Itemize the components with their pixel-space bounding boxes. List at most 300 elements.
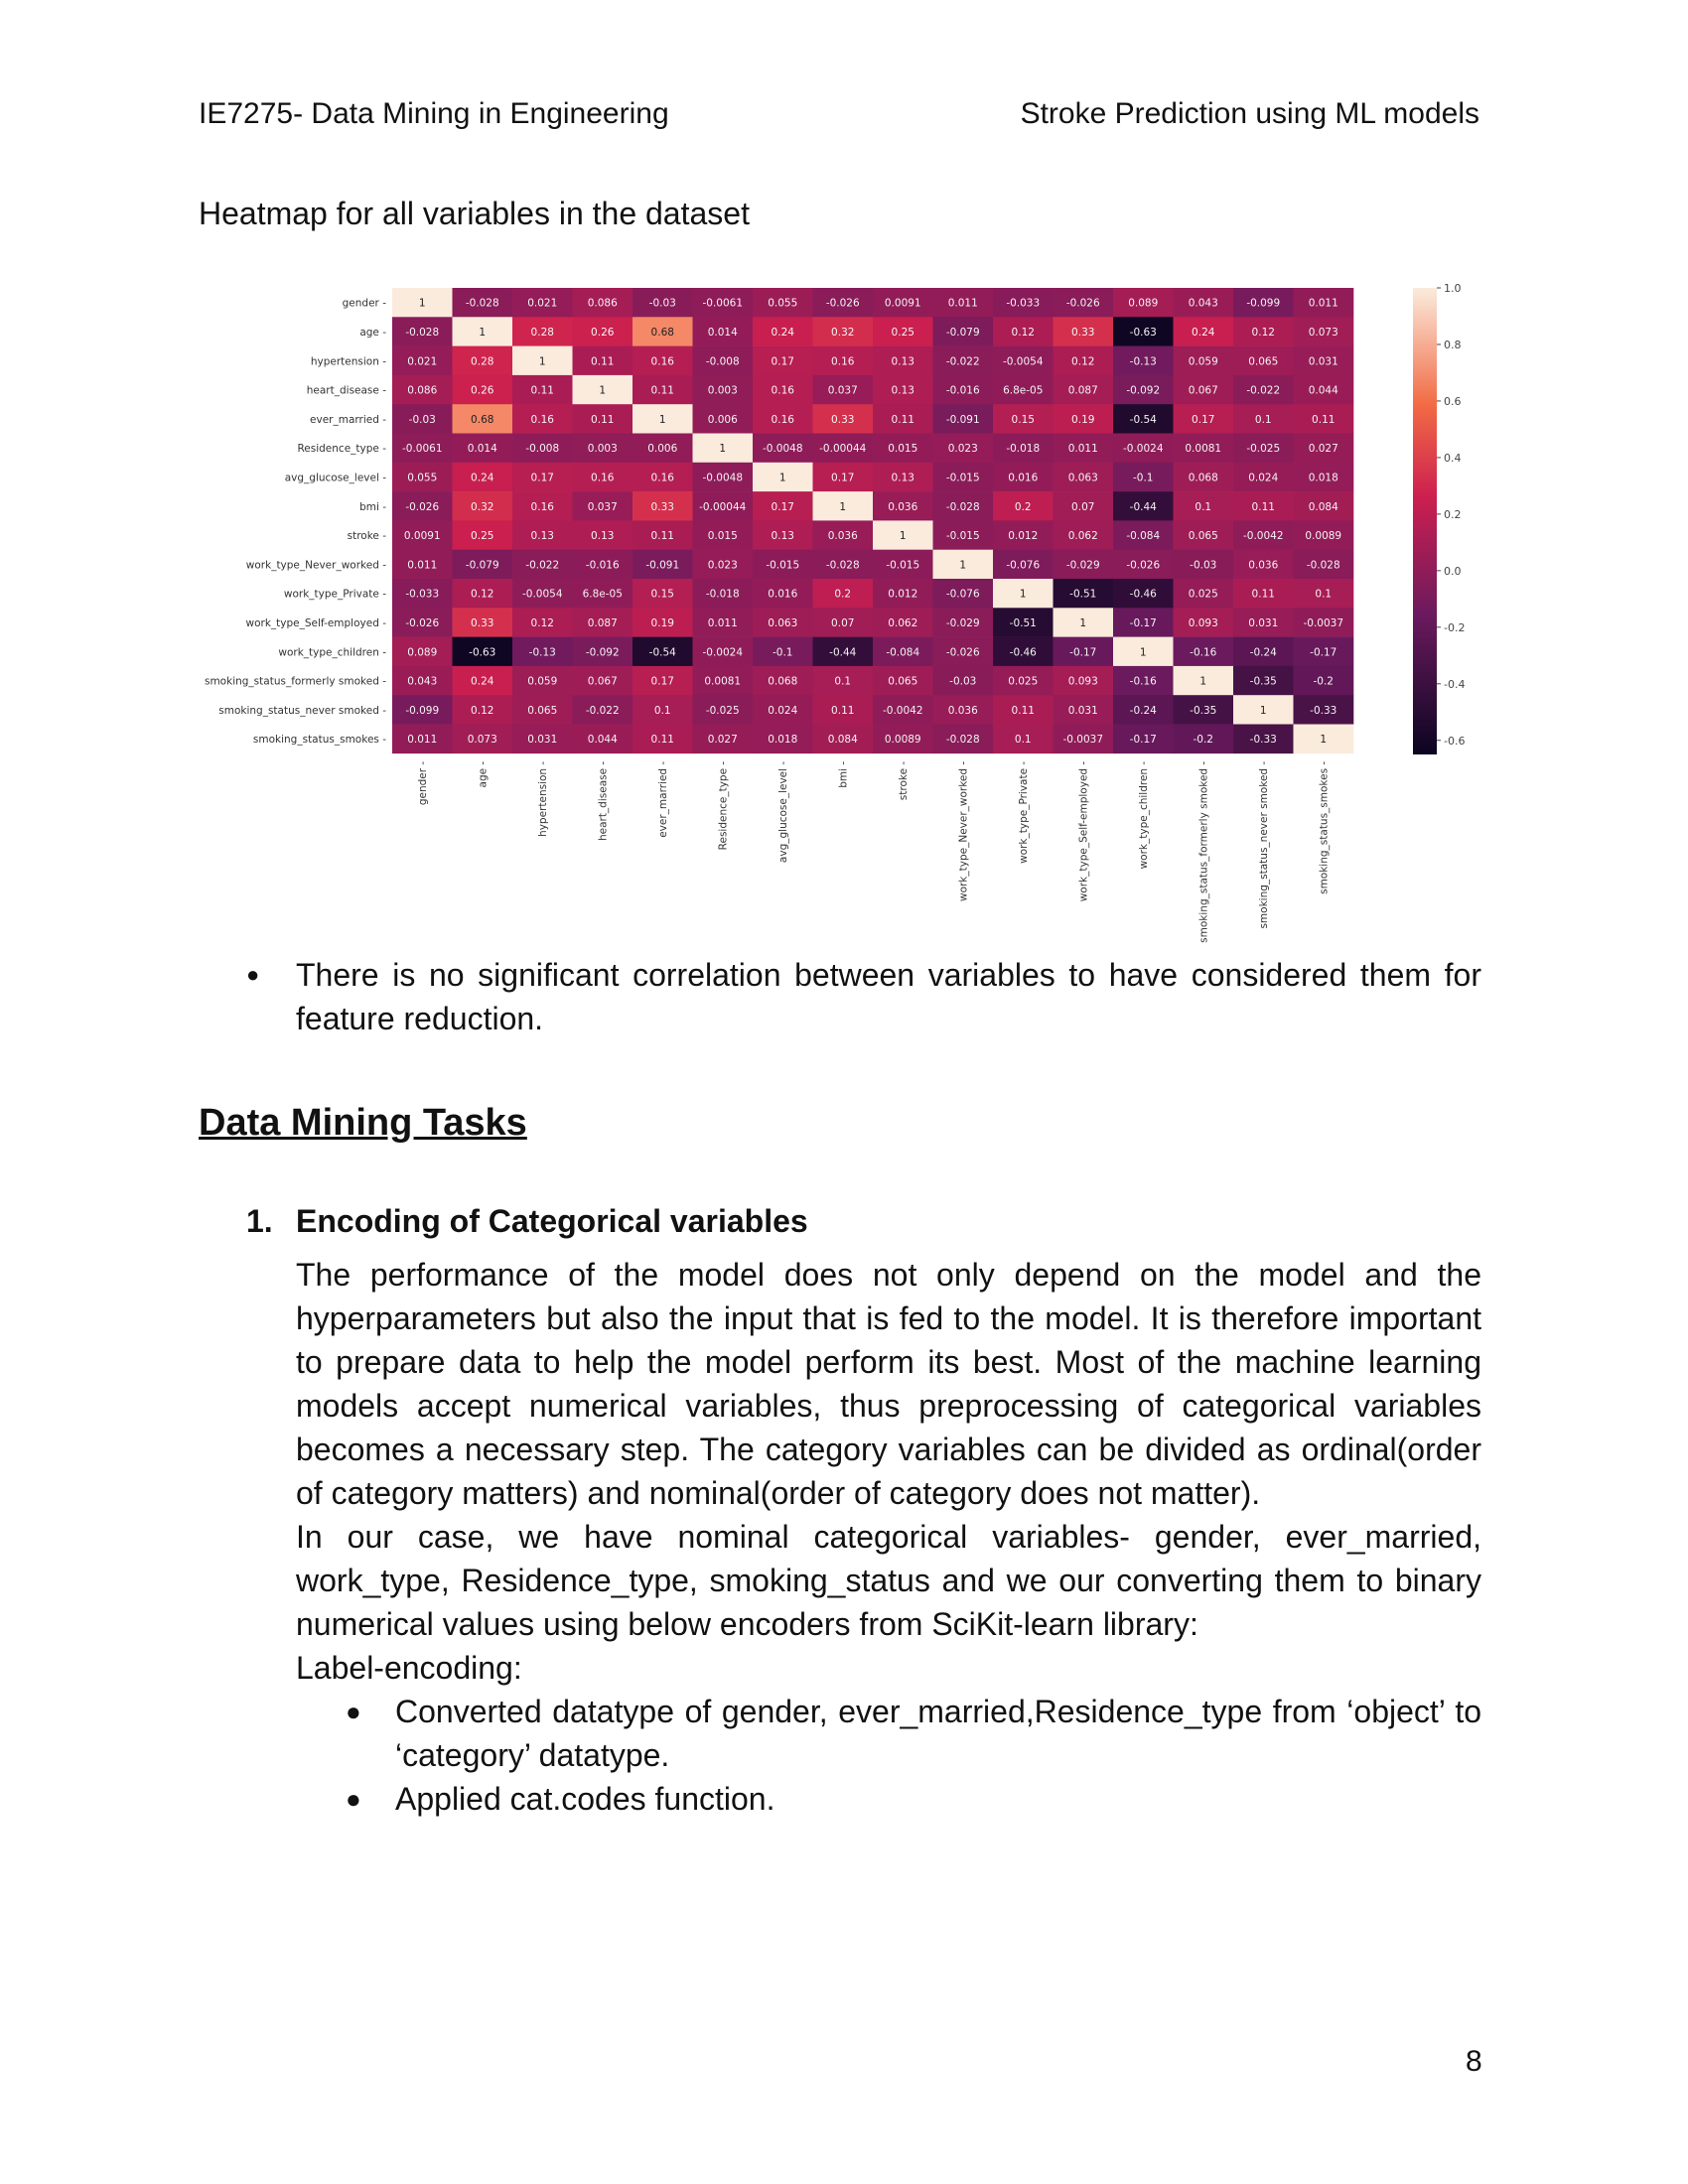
cell-value-label: -0.029 — [1065, 559, 1100, 572]
column-label: work_type_Self-employed - — [1077, 760, 1090, 902]
cell-value-label: -0.026 — [825, 297, 860, 310]
cell-value-label: -0.03 — [1190, 559, 1217, 572]
cell-value-label: 0.089 — [407, 646, 438, 659]
cell-value-label: -0.0054 — [1002, 355, 1044, 368]
cell-value-label: 1 — [479, 326, 487, 339]
column-label: ever_married - — [657, 760, 670, 838]
cell-value-label: 0.043 — [407, 675, 438, 688]
cell-value-label: 0.11 — [1011, 704, 1035, 717]
cell-value-label: 0.0091 — [403, 530, 441, 543]
cell-value-label: -0.1 — [1133, 472, 1154, 484]
cell-value-label: -0.63 — [469, 646, 496, 659]
colorbar-tick-label: -0.6 — [1444, 734, 1465, 748]
row-label: hypertension - — [310, 355, 386, 368]
cell-value-label: -0.0042 — [1242, 530, 1284, 543]
cell-value-label: 0.012 — [1008, 530, 1039, 543]
cell-value-label: -0.015 — [886, 559, 920, 572]
cell-value-label: 0.024 — [1248, 472, 1279, 484]
cell-value-label: -0.17 — [1069, 646, 1097, 659]
cell-value-label: 0.24 — [771, 326, 794, 339]
cell-value-label: 0.016 — [1008, 472, 1039, 484]
cell-value-label: 1 — [1199, 675, 1207, 688]
cell-value-label: -0.0054 — [521, 588, 563, 601]
cell-value-label: 0.13 — [771, 530, 794, 543]
cell-value-label: 1 — [1139, 646, 1147, 659]
cell-value-label: 0.073 — [467, 734, 497, 747]
bullet-icon: ● — [246, 962, 260, 987]
cell-value-label: 0.036 — [1248, 559, 1279, 572]
cell-value-label: -0.46 — [1009, 646, 1037, 659]
cell-value-label: -0.026 — [405, 616, 440, 629]
label-encoding-list — [346, 1690, 1481, 1821]
cell-value-label: 0.006 — [647, 443, 678, 456]
cell-value-label: -0.33 — [1249, 734, 1277, 747]
column-label: Residence_type - — [717, 760, 730, 851]
cell-value-label: 0.11 — [650, 734, 674, 747]
cell-value-label: 0.15 — [650, 588, 674, 601]
row-label: work_type_Never_worked - — [245, 559, 386, 572]
colorbar-tick-label: 0.8 — [1444, 338, 1462, 351]
cell-value-label: 0.031 — [527, 734, 558, 747]
cell-value-label: -0.092 — [585, 646, 620, 659]
cell-value-label: 0.062 — [1067, 530, 1098, 543]
cell-value-label: 0.011 — [1067, 443, 1098, 456]
cell-value-label: 1 — [778, 472, 786, 484]
cell-value-label: 0.24 — [471, 675, 494, 688]
cell-value-label: 0.1 — [834, 675, 852, 688]
row-label: stroke - — [347, 530, 386, 543]
cell-value-label: 0.011 — [407, 559, 438, 572]
cell-value-label: -0.16 — [1190, 646, 1217, 659]
cell-value-label: 0.28 — [530, 326, 554, 339]
cell-value-label: 0.1 — [1315, 588, 1333, 601]
cell-value-label: 1 — [418, 297, 426, 310]
cell-value-label: -0.2 — [1313, 675, 1334, 688]
cell-value-label: 0.067 — [1188, 384, 1218, 397]
cell-value-label: 0.023 — [707, 559, 738, 572]
cell-value-label: 1 — [899, 530, 907, 543]
cell-value-label: 0.11 — [1251, 500, 1275, 513]
cell-value-label: 0.33 — [650, 500, 674, 513]
column-label: age - — [477, 760, 490, 788]
cell-value-label: -0.029 — [945, 616, 980, 629]
cell-value-label: -0.24 — [1129, 704, 1157, 717]
cell-value-label: -0.025 — [705, 704, 740, 717]
cell-value-label: 0.13 — [891, 355, 914, 368]
cell-value-label: 0.065 — [1188, 530, 1218, 543]
label-encoding-heading: Label-encoding: — [296, 1650, 522, 1686]
cell-value-label: 0.084 — [827, 734, 858, 747]
cell-value-label: 0.036 — [947, 704, 978, 717]
cell-value-label: 1 — [1019, 588, 1027, 601]
column-label: smoking_status_smokes - — [1318, 760, 1331, 894]
cell-value-label: 0.17 — [650, 675, 674, 688]
cell-value-label: 0.33 — [831, 413, 855, 426]
cell-value-label: 0.17 — [771, 355, 794, 368]
row-label: smoking_status_formerly smoked - — [204, 675, 386, 688]
row-label: bmi - — [359, 500, 386, 513]
cell-value-label: 0.003 — [707, 384, 738, 397]
cell-value-label: 0.059 — [527, 675, 558, 688]
row-label: age - — [359, 326, 386, 339]
cell-value-label: 0.32 — [831, 326, 855, 339]
cell-value-label: 0.086 — [587, 297, 618, 310]
cell-value-label: 0.087 — [587, 616, 618, 629]
cell-value-label: 0.11 — [591, 355, 615, 368]
cell-value-label: -0.008 — [525, 443, 560, 456]
cell-value-label: 0.16 — [591, 472, 615, 484]
cell-value-label: -0.022 — [945, 355, 980, 368]
task-number: 1. — [246, 1203, 273, 1239]
cell-value-label: 0.018 — [1308, 472, 1338, 484]
cell-value-label: 0.17 — [771, 500, 794, 513]
cell-value-label: -0.091 — [945, 413, 980, 426]
cell-value-label: -0.091 — [645, 559, 680, 572]
cell-value-label: -0.35 — [1190, 704, 1217, 717]
cell-value-label: -0.51 — [1069, 588, 1097, 601]
cell-value-label: 0.07 — [1071, 500, 1095, 513]
column-label: avg_glucose_level - — [777, 760, 790, 864]
cell-value-label: 0.055 — [768, 297, 798, 310]
cell-value-label: -0.44 — [829, 646, 857, 659]
cell-value-label: 0.12 — [471, 588, 494, 601]
cell-value-label: 0.13 — [530, 530, 554, 543]
cell-value-label: 0.12 — [471, 704, 494, 717]
section-title: Data Mining Tasks — [199, 1102, 527, 1144]
column-label: heart_disease - — [597, 760, 610, 842]
task-title: Encoding of Categorical variables — [296, 1203, 808, 1239]
cell-value-label: -0.016 — [585, 559, 620, 572]
cell-value-label: 1 — [959, 559, 967, 572]
cell-value-label: 0.014 — [707, 326, 738, 339]
cell-value-label: -0.015 — [766, 559, 800, 572]
cell-value-label: 0.32 — [471, 500, 494, 513]
colorbar-tick-label: 0.4 — [1444, 451, 1462, 465]
cell-value-label: -0.24 — [1249, 646, 1277, 659]
list-item-text: Converted datatype of gender, ever_married,Residence_type from ‘object’ to ‘category’ datatype. — [395, 1694, 1481, 1773]
cell-value-label: 0.027 — [707, 734, 738, 747]
row-label: heart_disease - — [306, 384, 386, 397]
row-label: work_type_Self-employed - — [245, 616, 386, 629]
cell-value-label: 0.16 — [771, 413, 794, 426]
cell-value-label: 0.011 — [1308, 297, 1338, 310]
cell-value-label: 0.16 — [650, 472, 674, 484]
cell-value-label: -0.1 — [773, 646, 793, 659]
cell-value-label: -0.17 — [1310, 646, 1337, 659]
cell-value-label: -0.63 — [1129, 326, 1157, 339]
cell-value-label: -0.076 — [945, 588, 980, 601]
cell-value-label: -0.022 — [585, 704, 620, 717]
cell-value-label: 0.037 — [827, 384, 858, 397]
paragraph-performance: The performance of the model does not only depend on the model and the hyperparameters but also the input that is fed to the model. It is therefore important to prepare data to help the model perform its best. Most of the machine learning models accept numerical variables, thus preprocessing of categorical variables becomes a necessary step. The category variables can be divided as ordinal(order of category matters) and nominal(order of category does not matter). — [296, 1257, 1481, 1511]
cell-value-label: 0.2 — [834, 588, 852, 601]
cell-value-label: -0.025 — [1246, 443, 1281, 456]
cell-value-label: -0.17 — [1129, 616, 1157, 629]
cell-value-label: 1 — [839, 500, 847, 513]
cell-value-label: 0.031 — [1067, 704, 1098, 717]
cell-value-label: 0.12 — [1251, 326, 1275, 339]
cell-value-label: 0.13 — [891, 472, 914, 484]
cell-value-label: 0.0091 — [884, 297, 921, 310]
cell-value-label: 1 — [1079, 616, 1087, 629]
cell-value-label: 0.24 — [471, 472, 494, 484]
cell-value-label: 0.33 — [1071, 326, 1095, 339]
cell-value-label: 0.13 — [591, 530, 615, 543]
cell-value-label: 0.17 — [530, 472, 554, 484]
cell-value-label: -0.099 — [405, 704, 440, 717]
cell-value-label: -0.35 — [1249, 675, 1277, 688]
cell-value-label: 0.0089 — [1305, 530, 1342, 543]
cell-value-label: -0.54 — [648, 646, 676, 659]
cell-value-label: 0.068 — [1188, 472, 1218, 484]
cell-value-label: 0.003 — [587, 443, 618, 456]
cell-value-label: -0.084 — [886, 646, 920, 659]
cell-value-label: 0.093 — [1067, 675, 1098, 688]
cell-value-label: 6.8e-05 — [582, 588, 623, 601]
cell-value-label: -0.46 — [1129, 588, 1157, 601]
colorbar — [1413, 288, 1437, 754]
bullet-icon: ● — [346, 1697, 361, 1726]
cell-value-label: 0.0089 — [884, 734, 921, 747]
cell-value-label: 0.11 — [831, 704, 855, 717]
cell-value-label: 0.19 — [650, 616, 674, 629]
cell-value-label: -0.028 — [465, 297, 499, 310]
column-label: smoking_status_formerly smoked - — [1197, 760, 1210, 943]
row-label: smoking_status_smokes - — [252, 734, 386, 747]
row-label: work_type_Private - — [283, 588, 386, 601]
page-number: 8 — [1466, 2045, 1482, 2078]
cell-value-label: 0.68 — [471, 413, 494, 426]
row-label: work_type_children - — [278, 646, 386, 659]
cell-value-label: 0.0081 — [704, 675, 742, 688]
cell-value-label: 0.037 — [587, 500, 618, 513]
cell-value-label: 1 — [538, 355, 546, 368]
cell-value-label: -0.026 — [1065, 297, 1100, 310]
list-item — [346, 1777, 1481, 1821]
cell-value-label: 0.16 — [771, 384, 794, 397]
cell-value-label: 6.8e-05 — [1003, 384, 1044, 397]
cell-value-label: 0.025 — [1008, 675, 1039, 688]
cell-value-label: 0.025 — [1188, 588, 1218, 601]
cell-value-label: 0.062 — [888, 616, 918, 629]
cell-value-label: 0.084 — [1308, 500, 1338, 513]
cell-value-label: 0.12 — [1011, 326, 1035, 339]
cell-value-label: 1 — [599, 384, 607, 397]
colorbar-tick-label: -0.4 — [1444, 677, 1465, 691]
cell-value-label: 0.16 — [831, 355, 855, 368]
cell-value-label: 0.11 — [591, 413, 615, 426]
cell-value-label: 0.011 — [947, 297, 978, 310]
cell-value-label: -0.076 — [1006, 559, 1041, 572]
cell-value-label: 0.036 — [888, 500, 918, 513]
cell-value-label: 0.021 — [527, 297, 558, 310]
cell-value-label: 0.33 — [471, 616, 494, 629]
cell-value-label: 0.15 — [1011, 413, 1035, 426]
cell-value-label: -0.00044 — [699, 500, 747, 513]
cell-value-label: -0.0061 — [401, 443, 443, 456]
cell-value-label: 0.031 — [1308, 355, 1338, 368]
cell-value-label: 0.067 — [587, 675, 618, 688]
cell-value-label: -0.018 — [1006, 443, 1041, 456]
colorbar-tick-label: 0.2 — [1444, 507, 1462, 521]
cell-value-label: 0.25 — [891, 326, 914, 339]
bullet-icon: ● — [346, 1784, 361, 1814]
cell-value-label: -0.00044 — [819, 443, 867, 456]
list-item — [346, 1690, 1481, 1777]
cell-value-label: 0.073 — [1308, 326, 1338, 339]
cell-value-label: 1 — [1259, 704, 1267, 717]
column-label: work_type_Private - — [1018, 760, 1031, 864]
cell-value-label: 1 — [719, 443, 727, 456]
cell-value-label: -0.17 — [1129, 734, 1157, 747]
cell-value-label: 0.093 — [1188, 616, 1218, 629]
cell-value-label: 0.015 — [888, 443, 918, 456]
cell-value-label: -0.0048 — [762, 443, 803, 456]
cell-value-label: 0.023 — [947, 443, 978, 456]
colorbar-tick-label: 0.0 — [1444, 564, 1462, 578]
cell-value-label: 0.12 — [1071, 355, 1095, 368]
cell-value-label: 0.16 — [530, 500, 554, 513]
column-label: smoking_status_never smoked - — [1258, 760, 1271, 929]
conclusion-text: There is no significant correlation between variables to have considered them for feature reduction. — [296, 957, 1481, 1036]
cell-value-label: -0.022 — [525, 559, 560, 572]
cell-value-label: -0.008 — [705, 355, 740, 368]
cell-value-label: -0.0061 — [702, 297, 744, 310]
cell-value-label: -0.092 — [1126, 384, 1161, 397]
cell-value-label: 0.0081 — [1185, 443, 1222, 456]
cell-value-label: 0.16 — [530, 413, 554, 426]
cell-value-label: -0.13 — [1129, 355, 1157, 368]
cell-value-label: 0.07 — [831, 616, 855, 629]
cell-value-label: 0.044 — [1308, 384, 1338, 397]
cell-value-label: -0.099 — [1246, 297, 1281, 310]
cell-value-label: -0.079 — [465, 559, 499, 572]
cell-value-label: 0.68 — [650, 326, 674, 339]
cell-value-label: 0.089 — [1128, 297, 1159, 310]
cell-value-label: 0.2 — [1014, 500, 1032, 513]
cell-value-label: -0.033 — [405, 588, 440, 601]
cell-value-label: 0.006 — [707, 413, 738, 426]
colorbar-tick-label: 1.0 — [1444, 282, 1462, 295]
cell-value-label: 0.087 — [1067, 384, 1098, 397]
cell-value-label: 0.055 — [407, 472, 438, 484]
cell-value-label: 0.011 — [707, 616, 738, 629]
paragraph-nominal: In our case, we have nominal categorical variables- gender, ever_married, work_type, Residence_type, smoking_status and we our converting them to binary numerical values using below encoders from SciKit-learn library: — [296, 1519, 1481, 1642]
cell-value-label: -0.028 — [1306, 559, 1340, 572]
cell-value-label: 0.25 — [471, 530, 494, 543]
cell-value-label: 0.16 — [650, 355, 674, 368]
cell-value-label: -0.54 — [1129, 413, 1157, 426]
cell-value-label: 0.26 — [471, 384, 494, 397]
cell-value-label: 0.065 — [888, 675, 918, 688]
cell-value-label: 0.11 — [1312, 413, 1336, 426]
cell-value-label: 0.11 — [650, 530, 674, 543]
cell-value-label: 0.11 — [650, 384, 674, 397]
cell-value-label: 0.031 — [1248, 616, 1279, 629]
cell-value-label: 0.065 — [527, 704, 558, 717]
cell-value-label: -0.2 — [1193, 734, 1213, 747]
cell-value-label: -0.028 — [945, 734, 980, 747]
cell-value-label: 0.1 — [1014, 734, 1032, 747]
cell-value-label: -0.016 — [945, 384, 980, 397]
cell-value-label: 0.17 — [1192, 413, 1215, 426]
cell-value-label: -0.026 — [945, 646, 980, 659]
cell-value-label: -0.079 — [945, 326, 980, 339]
column-label: bmi - — [837, 760, 850, 788]
cell-value-label: -0.028 — [945, 500, 980, 513]
cell-value-label: -0.33 — [1310, 704, 1337, 717]
cell-value-label: 0.11 — [1251, 588, 1275, 601]
cell-value-label: -0.51 — [1009, 616, 1037, 629]
cell-value-label: 0.065 — [1248, 355, 1279, 368]
cell-value-label: 0.014 — [467, 443, 497, 456]
cell-value-label: -0.028 — [405, 326, 440, 339]
cell-value-label: 0.1 — [1195, 500, 1212, 513]
cell-value-label: -0.0048 — [702, 472, 744, 484]
cell-value-label: 1 — [658, 413, 666, 426]
column-label: stroke - — [898, 760, 911, 801]
header-report-title: Stroke Prediction using ML models — [1020, 97, 1479, 130]
cell-value-label: 0.17 — [831, 472, 855, 484]
cell-value-label: -0.13 — [528, 646, 556, 659]
cell-value-label: -0.03 — [408, 413, 436, 426]
cell-value-label: -0.022 — [1246, 384, 1281, 397]
colorbar-tick-label: -0.2 — [1444, 620, 1465, 634]
cell-value-label: 0.068 — [768, 675, 798, 688]
cell-value-label: 0.059 — [1188, 355, 1218, 368]
cell-value-label: -0.026 — [1126, 559, 1161, 572]
cell-value-label: -0.0037 — [1062, 734, 1104, 747]
row-label: ever_married - — [310, 413, 386, 426]
cell-value-label: 0.26 — [591, 326, 615, 339]
cell-value-label: -0.015 — [945, 472, 980, 484]
correlation-heatmap — [194, 278, 1465, 953]
task-heading — [246, 1203, 808, 1240]
cell-value-label: 0.044 — [587, 734, 618, 747]
column-label: work_type_children - — [1138, 760, 1151, 870]
cell-value-label: 0.012 — [888, 588, 918, 601]
cell-value-label: -0.026 — [405, 500, 440, 513]
cell-value-label: -0.028 — [825, 559, 860, 572]
cell-value-label: 0.063 — [1067, 472, 1098, 484]
cell-value-label: 0.015 — [707, 530, 738, 543]
cell-value-label: -0.03 — [949, 675, 977, 688]
cell-value-label: 0.036 — [827, 530, 858, 543]
cell-value-label: 0.063 — [768, 616, 798, 629]
cell-value-label: 0.027 — [1308, 443, 1338, 456]
column-label: hypertension - — [537, 760, 550, 837]
row-label: gender - — [342, 297, 386, 310]
cell-value-label: -0.018 — [705, 588, 740, 601]
row-label: smoking_status_never smoked - — [218, 704, 386, 717]
conclusion-bullet — [246, 953, 1481, 1040]
cell-value-label: 1 — [1320, 734, 1328, 747]
cell-value-label: -0.44 — [1129, 500, 1157, 513]
cell-value-label: -0.084 — [1126, 530, 1161, 543]
cell-value-label: 0.016 — [768, 588, 798, 601]
cell-value-label: 0.086 — [407, 384, 438, 397]
list-item-text: Applied cat.codes function. — [395, 1781, 775, 1817]
cell-value-label: 0.018 — [768, 734, 798, 747]
cell-value-label: 0.021 — [407, 355, 438, 368]
encoding-description — [296, 1253, 1481, 1690]
cell-value-label: 0.1 — [1254, 413, 1272, 426]
cell-value-label: 0.11 — [891, 413, 914, 426]
cell-value-label: -0.033 — [1006, 297, 1041, 310]
header-course-title: IE7275- Data Mining in Engineering — [199, 97, 669, 130]
column-label: work_type_Never_worked - — [957, 760, 970, 902]
colorbar-tick-label: 0.6 — [1444, 394, 1462, 408]
